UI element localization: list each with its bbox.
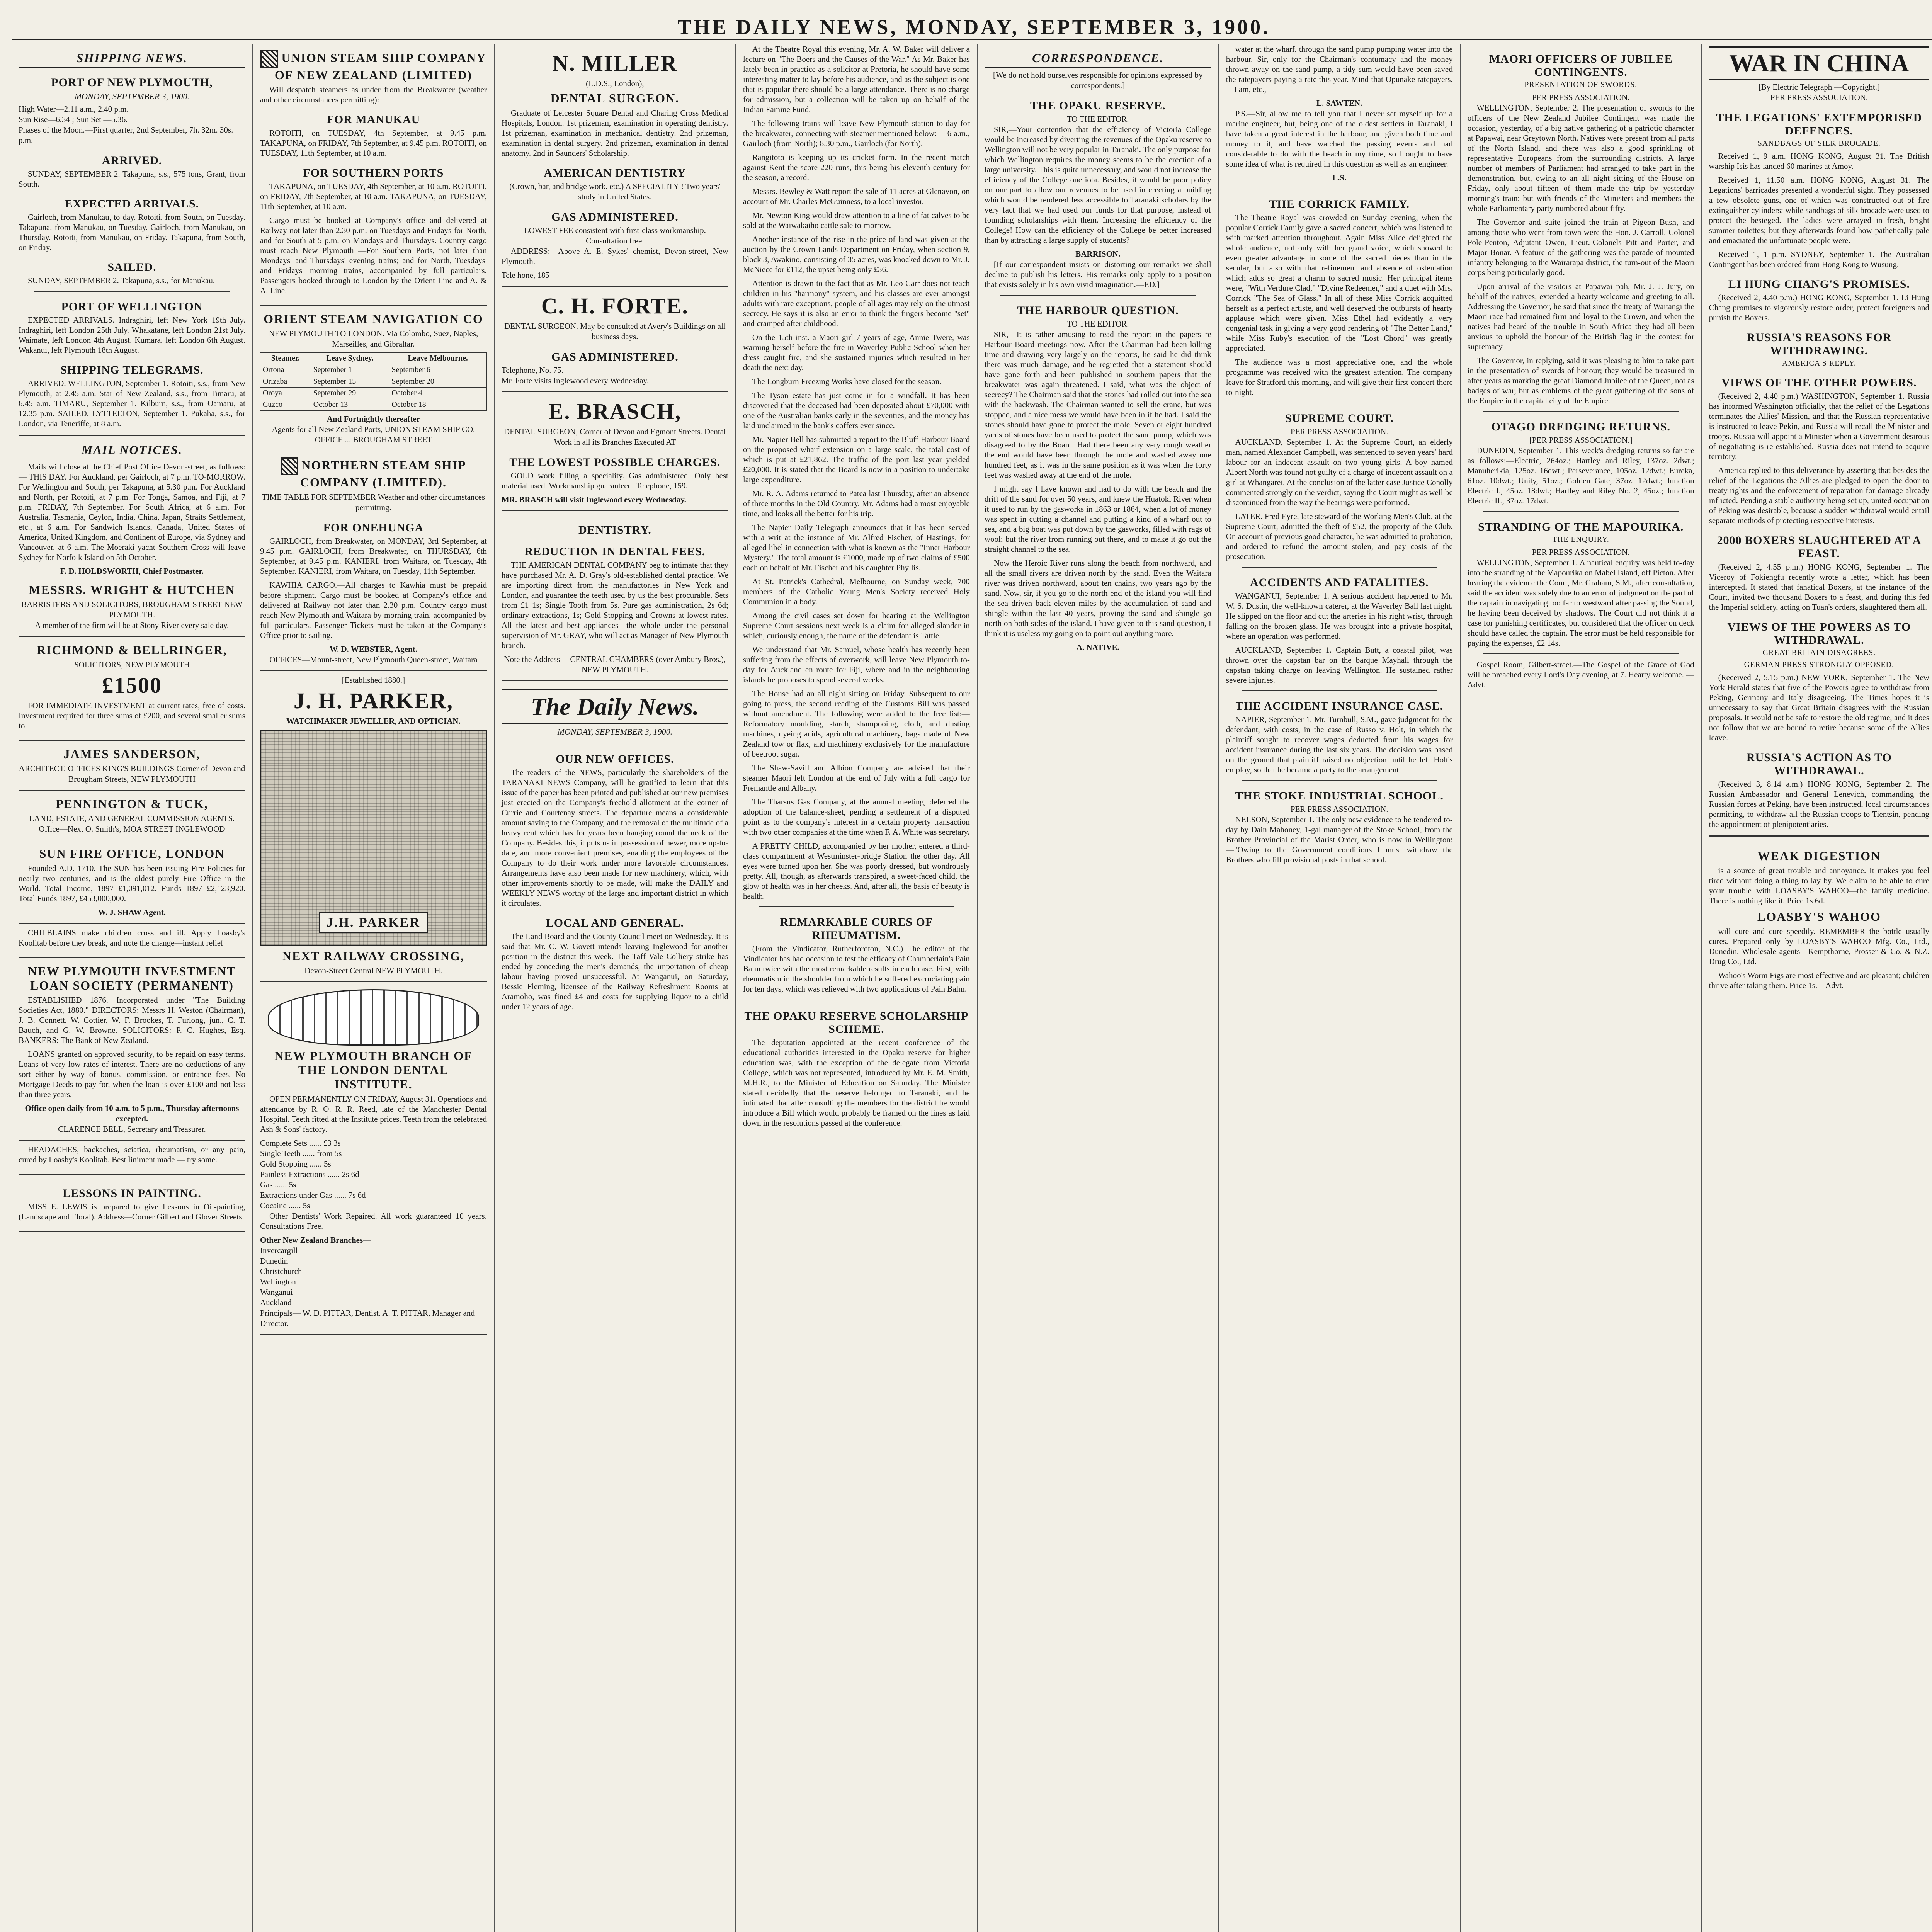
parker-established: [Established 1880.] bbox=[342, 675, 405, 685]
local-text: The Land Board and the County Council meet on Wednesday. It is said that Mr. C. W. Govett intends leaving Inglewood for another position in the district this week. The Taff Vale Colliery strike has ended by conceding the men's demands, the importation of cheap labour having proved unsuccessful. At Wanganui, on Saturday, Bessie Fleming, licensee of the Railway Refreshment Rooms at Aramoho, was fined £4 and costs for supplying liquor to a child under 12 years of age. bbox=[501, 932, 728, 1011]
ad-society-loans: LOANS granted on approved security, to be repaid on easy terms. Loans of very low rates of interest. There are no deductions of any sort either by way of bonus, commission, or entrance fees. No Mortgage Deeds to pay for, when the loan is over £100 and not less than three years. bbox=[19, 1049, 245, 1099]
news-paragraph: Messrs. Bewley & Watt report the sale of 11 acres at Glenavon, on account of Mr. Charles McGuinness, to a local investor. bbox=[743, 187, 970, 206]
divider bbox=[1483, 653, 1679, 654]
editor-note: [If our correspondent insists on distorting our remarks we shall decline to publish his letters. His remarks only apply to a position that exists solely in his own vivid imagination.—ED.] bbox=[984, 260, 1211, 289]
port-np-heading: PORT OF NEW PLYMOUTH, bbox=[51, 76, 213, 89]
nz-branch: Dunedin bbox=[260, 1256, 288, 1265]
german-text: (Received 2, 5.15 p.m.) NEW YORK, September 1. The New York Herald states that five of the Powers agree to withdraw from Peking, Germany and Italy disagreeing. The Times hopes it is unnecessary to say that Great Britain disagrees with the Russian proposals. It would not be safe to restore the old regime, and it does not follow that we are bound to retire because some of the Allies leave. bbox=[1709, 673, 1930, 742]
dental-price: Extractions under Gas ...... 7s 6d bbox=[260, 1190, 366, 1200]
harbour-heading: THE HARBOUR QUESTION. bbox=[1017, 304, 1179, 317]
ad-brasch bbox=[502, 392, 728, 511]
ad-orient-name: ORIENT STEAM NAVIGATION CO bbox=[264, 312, 483, 326]
mail-text: Mails will close at the Chief Post Office Devon-street, as follows:— THIS DAY. For Auckland, per Gairloch, at 7 p.m. TO-MORROW. For Wellington and South, per Takapuna, at 5.30 p.m. For Auckland and North, per Rotoiti, at 7 p.m. For Tonga, Samoa, and Fiji, at 7 p.m. FRIDAY, 7th September. For South Africa, at 6 a.m. For Australia, Tasmania, Ceylon, India, China, Japan, Straits Settlement, etc., at 6 a.m. For Sandwich Islands, Canada, United States of America, United Kingdom, and Continent of Europe, via Sydney and Vancouver, at 6 a.m. The Moeraki yacht Southern Cross will leave Sydney for Norfolk Island on 5th October. bbox=[19, 462, 245, 562]
divider bbox=[759, 906, 954, 907]
ad-sanderson-name: JAMES SANDERSON, bbox=[63, 747, 201, 761]
ad-society-text: ESTABLISHED 1876. Incorporated under "The Building Societies Act, 1880." DIRECTORS: Messrs H. Weston (Chairman), J. B. Connett, W. Cottier, W. F. Brookes, T. Furlong, jun., C. T. Bauch, and G. W. Browne. SOLICITORS: P. C. Hughes, Esq. BANKERS: The Bank of New Zealand. bbox=[19, 995, 245, 1045]
lihung-heading: LI HUNG CHANG'S PROMISES. bbox=[1728, 278, 1910, 291]
timetable-row: Oroya September 29 October 4 bbox=[260, 388, 486, 399]
otago-heading: OTAGO DREDGING RETURNS. bbox=[1491, 420, 1670, 433]
ad-forte-text: DENTAL SURGEON. May be consulted at Avery's Buildings on all business days. bbox=[504, 321, 726, 341]
shopfront-sign: J.H. PARKER bbox=[319, 912, 428, 933]
ad-pennington bbox=[19, 791, 245, 840]
ad-society-secretary: CLARENCE BELL, Secretary and Treasurer. bbox=[58, 1124, 206, 1134]
withdrawal-heading: VIEWS OF THE POWERS AS TO WITHDRAWAL. bbox=[1727, 621, 1911, 646]
column-3 bbox=[495, 44, 736, 1932]
war-text: Received 1, 9 a.m. HONG KONG, August 31. The British warship Isis has landed 60 marines at Amoy. bbox=[1709, 151, 1930, 171]
divider bbox=[1242, 780, 1437, 781]
divider bbox=[1000, 295, 1196, 296]
news-paragraph: At St. Patrick's Cathedral, Melbourne, on Sunday week, 700 members of the Catholic Young Men's Society received Holy Communion in a body. bbox=[743, 577, 970, 606]
silk-subheading: SANDBAGS OF SILK BROCADE. bbox=[1757, 139, 1881, 148]
press-association: PER PRESS ASSOCIATION. bbox=[1770, 93, 1868, 102]
opaku-reserve-heading: THE OPAKU RESERVE. bbox=[1030, 99, 1166, 112]
forte-visit: Mr. Forte visits Inglewood every Wednesday. bbox=[501, 376, 649, 385]
tide-line: Phases of the Moon.—First quarter, 2nd September, 7h. 32m. 30s. p.m. bbox=[19, 125, 233, 145]
dental-price: Gas ...... 5s bbox=[260, 1180, 296, 1189]
remarkable-text: (From the Vindicator, Rutherfordton, N.C.) The editor of the Vindicator has had occasion to test the efficacy of Chamberlain's Pain Balm twice with the most remarkable results in each case. First, with rheumatism in the shoulder from which he suffered excruciating pain for ten days, which was relieved with two applications of Pain Balm. bbox=[743, 944, 970, 993]
column-5 bbox=[978, 44, 1219, 1932]
expected-heading: EXPECTED ARRIVALS. bbox=[65, 197, 199, 210]
ad-sun-fire-name: SUN FIRE OFFICE, LONDON bbox=[39, 847, 225, 861]
orient-timetable bbox=[260, 352, 487, 411]
ad-loan-text: FOR IMMEDIATE INVESTMENT at current rates, free of costs. Investment required for three sums of £200, and several smaller sums to bbox=[19, 701, 245, 730]
news-paragraph: We understand that Mr. Samuel, whose health has recently been suffering from the effects of overwork, will leave New Plymouth to-day for Auckland en route for Fiji, where and in the neighbouring islands he proposes to spend several weeks. bbox=[743, 645, 970, 684]
ad-richmond-name: RICHMOND & BELLRINGER, bbox=[37, 643, 227, 657]
news-paragraph: The Tharsus Gas Company, at the annual meeting, deferred the adoption of the balance-sheet, pending a settlement of a disputed point as to the company's interest in a certain property transaction with two other companies at the time when F. A. White was secretary. bbox=[743, 797, 970, 837]
news-paragraph: The House had an all night sitting on Friday. Subsequent to our going to press, the second reading of the Customs Bill was passed without amendment. The following were added to the free list:—Reformatory moulding, starch, shampooing, cloth, and dusting machines, dyeing acids, agricultural machinery, bags made of New Zealand tow or flax, and machinery exclusively for the manufacture of beetroot sugar. bbox=[743, 689, 970, 759]
paper-date: MONDAY, SEPTEMBER 3, 1900. bbox=[557, 727, 673, 736]
gas-heading: GAS ADMINISTERED. bbox=[551, 211, 679, 223]
ad-painting-heading: LESSONS IN PAINTING. bbox=[63, 1187, 201, 1200]
timetable-row: Orizaba September 15 September 20 bbox=[260, 376, 486, 388]
timetable-row: Cuzco October 13 October 18 bbox=[260, 399, 486, 411]
ad-forte bbox=[502, 287, 728, 392]
ad-union-steam bbox=[260, 44, 487, 306]
port-np-date: MONDAY, SEPTEMBER 3, 1900. bbox=[74, 92, 190, 101]
timetable-header-row bbox=[260, 353, 486, 364]
correspondence-heading: CORRESPONDENCE. bbox=[985, 51, 1211, 68]
dental-price: Cocaine ...... 5s bbox=[260, 1201, 310, 1210]
news-paragraph: Rangitoto is keeping up its cricket form. In the recent match against Kent the score 220 runs, this being his eleventh century for the season, a record. bbox=[743, 153, 970, 182]
to-editor: TO THE EDITOR. bbox=[1067, 319, 1129, 328]
ad-wahoo bbox=[1709, 843, 1929, 1000]
ad-miller bbox=[502, 44, 728, 287]
russia-action-text: (Received 3, 8.14 a.m.) HONG KONG, September 2. The Russian Ambassador and General Lenevich, commanding the Russian forces at Peking, have been instructed, local circumstances permitting, to withdraw all the Russian troops to Tientsin, pending the appointment of plenipotentiaries. bbox=[1709, 779, 1930, 829]
northern-offices: OFFICES—Mount-street, New Plymouth Queen-street, Waitara bbox=[269, 655, 478, 664]
corrick-heading: THE CORRICK FAMILY. bbox=[1269, 198, 1410, 211]
press-association: PER PRESS ASSOCIATION. bbox=[1532, 548, 1630, 557]
stoke-text: NELSON, September 1. The only new evidence to be tendered to-day by Dain Mahoney, 1-gal manager of the Stoke School, from the Brother Provincial of the Marist Order, who is now in Wellington:—"Owing to the Government conditions I must withdraw the Brothers who fill provisional posts in that school. bbox=[1226, 815, 1453, 864]
letter-signature: L. SAWTEN. bbox=[1316, 99, 1362, 108]
maori-text: The Governor and suite joined the train at Pigeon Bush, and among those who went from town were the Hon. J. Carroll, Colonel Pole-Penton, Adjutant Owen, Lieut.-Colonels Pitt and Porter, and Major Bonar. A feature of the gathering was the parade of mounted infantry belonging to the Wairarapa district, the turn-out of the Maori corps being particularly good. bbox=[1467, 218, 1694, 277]
nz-branches-heading: Other New Zealand Branches— bbox=[260, 1235, 371, 1245]
views-text: America replied to this deliverance by asserting that besides the relief of the Legations the Allies are pledged to open the door to treaty rights and the enforcement of reparation for damage already inflicted. Pending a stable authority being set up, united occupation of Peking was desirable, because a sudden withdrawal would entail separate methods of protecting respective interests. bbox=[1709, 466, 1930, 525]
ad-dental-institute-text: OPEN PERMANENTLY ON FRIDAY, August 31. Operations and attendance by R. O. R. R. Reed, late of the Manchester Dental Hospital. Teeth fitted at the Institute prices. Teeth from the celebrated Ash & Sons' factory. bbox=[260, 1094, 487, 1134]
legations-heading: THE LEGATIONS' EXTEMPORISED DEFENCES. bbox=[1716, 111, 1922, 137]
ad-painting-text: MISS E. LEWIS is prepared to give Lessons in Oil-painting, (Landscape and Floral). Address—Corner Gilbert and Glover Streets. bbox=[19, 1202, 245, 1221]
maori-heading: MAORI OFFICERS OF JUBILEE CONTINGENTS. bbox=[1489, 53, 1673, 78]
onehunga-text: GAIRLOCH, from Breakwater, on MONDAY, 3rd September, at 9.45 p.m. GAIRLOCH, from Breakwater, on THURSDAY, 6th September, at 9.45 p.m. KANIERI, from Waitara, on Tuesday, 4th September. KANIERI, from Waitara, on Tuesday, 11th September. bbox=[260, 536, 487, 576]
boxers-heading: 2000 BOXERS SLAUGHTERED AT A FEAST. bbox=[1717, 534, 1922, 560]
ad-orient-text: NEW PLYMOUTH TO LONDON. Via Colombo, Suez, Naples, Marseilles, and Gibraltar. bbox=[269, 329, 478, 349]
news-paragraph: Another instance of the rise in the price of land was given at the auction by the Crown Lands Department on Friday, when section 9, block 3, Awakino, consisting of 35 acres, was knocked down to Mr. J. McNiece for £112, the upset being only £36. bbox=[743, 235, 970, 274]
ad-american-dental bbox=[502, 511, 728, 681]
war-copyright: [By Electric Telegraph.—Copyright.] bbox=[1758, 82, 1880, 92]
accidents-text: AUCKLAND, September 1. Captain Butt, a coastal pilot, was thrown over the capstan bar on the barque Mayhall through the capstan taking charge on leaving Wellington. He sustained rather severe injuries. bbox=[1226, 645, 1453, 685]
ad-parker bbox=[260, 671, 487, 982]
press-association: PER PRESS ASSOCIATION. bbox=[1290, 804, 1388, 814]
ad-chilblains bbox=[19, 924, 245, 958]
divider bbox=[1242, 690, 1437, 691]
ad-richmond-text: SOLICITORS, NEW PLYMOUTH bbox=[74, 660, 190, 669]
dental-footer: Other Dentists' Work Repaired. All work guaranteed 10 years. Consultations Free. bbox=[260, 1211, 487, 1231]
divider bbox=[1483, 511, 1679, 512]
shipping-title: SHIPPING NEWS. bbox=[19, 51, 245, 68]
manukau-text: ROTOITI, on TUESDAY, 4th September, at 9.45 p.m. TAKAPUNA, on FRIDAY, 7th September, at 9.45 p.m. ROTOITI, on TUESDAY, 11th September, at 10 a.m. bbox=[260, 128, 487, 158]
ad-union-steam-name: UNION STEAM SHIP COMPANY OF NEW ZEALAND (LIMITED) bbox=[260, 50, 487, 82]
brasch-visit: MR. BRASCH will visit Inglewood every Wednesday. bbox=[501, 495, 686, 504]
news-paragraph: The Shaw-Savill and Albion Company are advised that their steamer Maori left London at the end of July with a full cargo for Fremantle and Albany. bbox=[743, 763, 970, 793]
local-heading: LOCAL AND GENERAL. bbox=[546, 917, 684, 929]
dental-price: Single Teeth ...... from 5s bbox=[260, 1149, 342, 1158]
agents-text: Agents for all New Zealand Ports, UNION STEAM SHIP CO. OFFICE ... BROUGHAM STREET bbox=[272, 425, 475, 444]
timetable-header: Steamer. bbox=[260, 353, 311, 364]
dental-price: Complete Sets ...... £3 3s bbox=[260, 1138, 341, 1148]
letter-signature: BARRISON. bbox=[1075, 249, 1121, 259]
maori-text: WELLINGTON, September 2. The presentation of swords to the officers of the New Zealand Jubilee Contingent was made the occasion, yesterday, of a big native gathering of a patriotic character at Papawai, near Greytown North. Natives were present from all parts of the North Island, and there was also a good sprinkling of representative Europeans from the surrounding districts. A large number of members of Parliament had arranged to take part in the demonstration, but, owing to an all night sitting of the House on Friday, only about fifteen of them made the trip by yesterday morning's train; but with friends of the Ministers and members the whole Parliamentary party numbered about fifty. bbox=[1467, 103, 1694, 213]
ad-wright-text: BARRISTERS AND SOLICITORS, BROUGHAM-STREET NEW PLYMOUTH. bbox=[21, 600, 243, 619]
ad-dental-institute-name: NEW PLYMOUTH BRANCH OF THE LONDON DENTAL INSTITUTE. bbox=[274, 1049, 473, 1091]
news-paragraph: Mr. Newton King would draw attention to a line of fat calves to be sold at the Waiwakaiho cattle sale to-morrow. bbox=[743, 211, 970, 230]
dental-price: Painless Extractions ...... 2s 6d bbox=[260, 1170, 359, 1179]
ad-miller-sub: (L.D.S., London), bbox=[586, 79, 644, 88]
press-association: PER PRESS ASSOCIATION. bbox=[1532, 93, 1630, 102]
harbour-letter: Now the Heroic River runs along the beach from northward, and all the small rivers are driven north by the sand. Even the Waitara river was driven northward, about ten chains, two years ago by the sand. Now, sir, if you go to the north end of the island you will find the sea driven back eleven miles by the accumulation of sand and shingle within the last 40 years, proving the sand and shingle go north on both sides of the island. I have given to this sand question, I think it is useless my going on to point out anything more. bbox=[984, 558, 1211, 638]
reduction-address: Note the Address— CENTRAL CHAMBERS (over Ambury Bros.), NEW PLYMOUTH. bbox=[504, 655, 726, 674]
boxers-text: (Received 2, 4.55 p.m.) HONG KONG, September 1. The Viceroy of Fokiengfu recently wrote a letter, which has been intercepted. It stated that fanatical Boxers, at the instance of the Court, invited two thousand Boxers to a feast, and during this fed the Imperial soldiery, acting on Tuan's orders, slaughtered them all. bbox=[1709, 562, 1930, 612]
tide-line: High Water—2.11 a.m., 2.40 p.m. bbox=[19, 104, 129, 114]
opaku-reserve-letter: SIR,—Your contention that the efficiency of Victoria College would be increased by diverting the revenues of the Opaku reserve to Wellington will not be very popular in Taranaki. The only purpose for which Wellington requires the money seems to be the erection of a large university. This is quite unnecessary, and would not increase the efficiency of the College one iota. Besides, it would be poor policy on our part to allow our revenues to be used in erecting a building which would be rendered less accessible to Taranaki scholars by the very fact that we had used our funds for that purpose, instead of founding scholarships with them. Increasing the efficiency of the College! How can the efficiency of the College be better increased than by attracting a large supply of students? bbox=[984, 125, 1211, 245]
manukau-heading: FOR MANUKAU bbox=[327, 113, 420, 126]
divider bbox=[502, 743, 728, 744]
timetable-row: Ortona September 1 September 6 bbox=[260, 364, 486, 376]
arrived-text: SUNDAY, SEPTEMBER 2. Takapuna, s.s., 575 tons, Grant, from South. bbox=[19, 169, 245, 189]
telegrams-heading: SHIPPING TELEGRAMS. bbox=[60, 364, 204, 376]
ad-wright-name: MESSRS. WRIGHT & HUTCHEN bbox=[29, 583, 235, 597]
sailed-text: SUNDAY, SEPTEMBER 2. Takapuna, s.s., for Manukau. bbox=[28, 276, 215, 285]
wahoo-text: will cure and cure speedily. REMEMBER the bottle usually cures. Prepared only by LOASBY'S WAHOO Mfg. Co., Ltd., Dunedin. Wholesale agents—Kempthorne, Prosser & Co. & N.Z. Drug Co., Ltd. bbox=[1709, 927, 1930, 966]
news-paragraph: Attention is drawn to the fact that as Mr. Leo Carr does not teach children in his "harmony" system, and his classes are ever amongst adults with rare exceptions, people of all ages may rely on the utmost secrecy. He says it is also an error to think the fingers become "set" and cramped after childhood. bbox=[743, 279, 970, 328]
letter-signature: L.S. bbox=[1332, 173, 1347, 182]
ad-wright bbox=[19, 577, 245, 637]
mail-signature: F. D. HOLDSWORTH, Chief Postmaster. bbox=[60, 566, 204, 576]
column-8 bbox=[1702, 44, 1932, 1932]
ad-sanderson-text: ARCHITECT. OFFICES KING'S BUILDINGS Corner of Devon and Brougham Streets, NEW PLYMOUTH bbox=[19, 764, 245, 784]
ad-sun-fire-text: Founded A.D. 1710. The SUN has been issuing Fire Policies for nearly two centuries, and is the oldest purely Fire Office in the World. Total Income, 1897 £1,091,012. Funds 1897 £2,123,920. Total Funds 1897, £453,000,000. bbox=[19, 864, 245, 903]
mail-heading: MAIL NOTICES. bbox=[19, 443, 245, 459]
russia-action-heading: RUSSIA'S ACTION AS TO WITHDRAWAL. bbox=[1746, 751, 1892, 777]
offices-text: The readers of the NEWS, particularly the shareholders of the TARANAKI NEWS Company, will be gratified to learn that this issue of the paper has been printed and published at our new premises just erected on the Company's freehold allotment at the corner of Currie and Courtenay streets. The departure means a considerable amount saving to the Company, and the removal of the multitude of a heavy rent which has for years been hanging round the neck of the Company. Besides this, it puts us in possession of newer, more up-to-date, and more convenient premises, enabling the employees of the Company to do their work under more favorable circumstances. Arrangements have also been made for new machinery, which, with other improvements shortly to be made, will make the DAILY and WEEKLY NEWS worthy of the large and important district in which it circulates. bbox=[501, 768, 728, 908]
kawhia-text: KAWHIA CARGO.—All charges to Kawhia must be prepaid before shipment. Cargo must be booked at Company's office and delivered at Railway not later than 2.30 p.m. Country cargo must reach New Plymouth and Waitara by morning train, accompanied by full particulars. Passenger Tickets must be taken at the Company's Office prior to sailing. bbox=[260, 580, 487, 640]
weak-digestion-heading: WEAK DIGESTION bbox=[1757, 849, 1881, 863]
accident-insurance-text: NAPIER, September 1. Mr. Turnbull, S.M., gave judgment for the defendant, with costs, in the case of Russo v. Holt, in which the plaintiff sought to recover wages deducted from his wages for accident insurance during the last six years. The decision was based on the ground that plaintiff raised no objection until he left Holt's employ, so that he became a party to the arrangement. bbox=[1226, 715, 1453, 774]
accident-insurance-heading: THE ACCIDENT INSURANCE CASE. bbox=[1235, 700, 1444, 713]
letter-postscript: P.S.—Sir, allow me to tell you that I never set myself up for a marine engineer, but, being one of the oldest settlers in Taranaki, I have taken a great interest in the harbour, and given both time and money to it, and have watched the passing events and had considerable to do with the beach in my time, so I ought to have some idea of what is required in this question as well as an engineer. bbox=[1226, 109, 1453, 168]
gospel-notice: Gospel Room, Gilbert-street.—The Gospel of the Grace of God will be preached every Lord's Day evening, at 7. Hearty welcome. —Advt. bbox=[1467, 660, 1694, 689]
timetable-header: Leave Melbourne. bbox=[389, 353, 487, 364]
ad-society-office: Office open daily from 10 a.m. to 5 p.m., Thursday afternoons excepted. bbox=[25, 1104, 239, 1123]
war-in-china-heading: WAR IN CHINA bbox=[1709, 46, 1929, 80]
otago-text: DUNEDIN, September 1. This week's dredging returns so far are as follows:—Electric, 264oz.; Hartley and Riley, 137oz. 2dwt.; Manuherikia, 125oz. 16dwt.; Perseverance, 105oz. 12dwt.; Eureka, 61oz. 10dwt.; Unity, 51oz.; Golden Gate, 37oz. 12dwt.; Junction Electric I., 45oz. 18dwt.; Hartley and Riley No. 2, 45oz.; Junction Electric II., 37oz. 17dwt. bbox=[1467, 446, 1694, 505]
timetable-header: Leave Sydney. bbox=[311, 353, 389, 364]
mapourika-subheading: THE ENQUIRY. bbox=[1552, 535, 1609, 544]
column-6 bbox=[1219, 44, 1461, 1932]
maori-text: Upon arrival of the visitors at Papawai pah, Mr. J. J. Jury, on behalf of the natives, extended a hearty welcome and greeting to all. Addressing the Governor, he said that since the treaty of Waitangi the Maori race had remained firm and loyal to the Crown, and when the natives had heard of the trouble in South Africa they had all been anxious to uphold the honour of the British flag in the contest for supremacy. bbox=[1467, 282, 1694, 351]
northern-agent: W. D. WEBSTER, Agent. bbox=[329, 645, 417, 654]
press-association: PER PRESS ASSOCIATION. bbox=[1290, 427, 1388, 436]
teeth-illustration bbox=[268, 989, 479, 1046]
nz-branch: Invercargill bbox=[260, 1246, 298, 1255]
masthead-title: THE DAILY NEWS, MONDAY, SEPTEMBER 3, 1900. bbox=[677, 15, 1270, 39]
ad-loan-society bbox=[19, 958, 245, 1141]
nz-branch: Wellington bbox=[260, 1277, 296, 1286]
news-paragraph: Among the civil cases set down for hearing at the Wellington Supreme Court sessions next week is a claim for alleged slander in which, curiously enough, the name of the defendant is Tattle. bbox=[743, 611, 970, 640]
telegrams-text: ARRIVED. WELLINGTON, September 1. Rotoiti, s.s., from New Plymouth, at 2.45 a.m. Star of New Zealand, s.s., from Timaru, at 6.45 a.m. TIMARU, September 1. Kilburn, s.s., from Oamaru, at 12.35 p.m. SAILED. LYTTELTON, September 1. Pukaha, s.s., for London, via Teneriffe, at 8 a.m. bbox=[19, 379, 245, 428]
divider bbox=[743, 1000, 970, 1001]
dental-price: Gold Stopping ...... 5s bbox=[260, 1159, 331, 1168]
letter-continued: water at the wharf, through the sand pump pumping water into the harbour. Sir, only for the Chairman's contumacy and the money thrown away on the sand pump, a tidy sum would have been saved the ratepayers paying a rate this year. Mind that Opunake ratepayers.—I am, etc., bbox=[1226, 44, 1453, 94]
divider bbox=[19, 435, 245, 436]
column-2 bbox=[253, 44, 495, 1932]
ad-society-name: NEW PLYMOUTH INVESTMENT LOAN SOCIETY (PERMANENT) bbox=[28, 964, 236, 992]
news-paragraph: Mr. R. A. Adams returned to Patea last Thursday, after an absence of three months in the Old Country. Mr. Adams had a most enjoyable time, and looks all the better for his trip. bbox=[743, 489, 970, 518]
corrick-text: The audience was a most appreciative one, and the whole programme was received with the greatest attention. The company leave for Stratford this morning, and will give their first concert there to-night. bbox=[1226, 357, 1453, 397]
news-paragraph: A PRETTY CHILD, accompanied by her mother, entered a third-class compartment at Westminster-bridge Station the other day. All eyes were turned upon her. She was poorly dressed, but wondrously pretty. All, though, as afterwards transpired, a sweet-faced child, the glow of health was in her cheeks. And, after all, the basis of beauty is health. bbox=[743, 841, 970, 901]
supreme-later: LATER. Fred Eyre, late steward of the Working Men's Club, at the Supreme Court, admitted the theft of £52, the property of the Club. On account of previous good character, he was admitted to probation, and ordered to refund the amount stolen, and pay costs of the prosecution. bbox=[1226, 512, 1453, 561]
lowest-fee: LOWEST FEE consistent with first-class workmanship. bbox=[524, 226, 706, 235]
views-text: (Received 2, 4.40 p.m.) WASHINGTON, September 1. Russia has informed Washington officially, that the relief of the Legations terminates the Allies' Mission, and that the Russian representative is instructed to leave Pekin, and Russia will recall the Minister and troops. Russia will appoint a Minister when a Government desirous of negotiating is re-established. Russia does not intend to acquire territory. bbox=[1709, 391, 1930, 461]
reduction-heading: REDUCTION IN DENTAL FEES. bbox=[524, 545, 706, 558]
news-paragraph: The following trains will leave New Plymouth station to-day for the breakwater, connecting with steamer mentioned below:— 6 a.m., Gairloch (from North); 8.30 p.m., Gairloch (for North). bbox=[743, 119, 970, 148]
news-paragraph: Mr. Napier Bell has submitted a report to the Bluff Harbour Board on the proposed wharf extension on a large scale, the total cost of which is put at £21,862. The traffic of the port last year yielded £20,000. It is stated that the Board is now in a position to undertake large expenditure. bbox=[743, 435, 970, 484]
ad-union-steam-text: Will despatch steamers as under from the Breakwater (weather and other circumstances permitting): bbox=[260, 85, 487, 104]
column-4 bbox=[736, 44, 978, 1932]
sailed-heading: SAILED. bbox=[107, 261, 156, 274]
divider bbox=[1242, 567, 1437, 568]
ad-pennington-name: PENNINGTON & TUCK, bbox=[56, 797, 208, 811]
ad-parker-address: Devon-Street Central NEW PLYMOUTH. bbox=[304, 966, 442, 975]
ad-forte-name: C. H. FORTE. bbox=[541, 293, 689, 318]
nz-branch: Christchurch bbox=[260, 1267, 302, 1276]
offices-heading: OUR NEW OFFICES. bbox=[556, 753, 674, 765]
accidents-text: WANGANUI, September 1. A serious accident happened to Mr. W. S. Dustin, the well-known caterer, at the Waverley Ball last night. He slipped on the floor and cut the arteries in his right wrist, through falling on the broken glass. He was brought into a private hospital, where an operation was performed. bbox=[1226, 591, 1453, 641]
masthead bbox=[12, 15, 1932, 40]
ad-loan-amount: £1500 bbox=[102, 673, 162, 698]
ad-headaches-text: HEADACHES, backaches, sciatica, rheumatism, or any pain, cured by Loasby's Koolitab. Best liniment made — try some. bbox=[19, 1145, 245, 1164]
news-paragraph: The Napier Daily Telegraph announces that it has been served with a writ at the instance of Mr. Alfred Fischer, of Hastings, for alleged libel in connection with what is known as the "Inner Harbour Mystery." The total amount is £1000, made up of two claims of £500 each on behalf of Mr. Fischer and his daughter Phyllis. bbox=[743, 523, 970, 572]
ad-wright-note: A member of the firm will be at Stony River every sale day. bbox=[35, 621, 229, 630]
remarkable-heading: REMARKABLE CURES OF RHEUMATISM. bbox=[780, 916, 933, 942]
ad-miller-text: Graduate of Leicester Square Dental and Charing Cross Medical Hospitals, London. 1st prizeman, examination in operating dentistry. 1st prizeman, examination in mechanical dentistry. 2nd prizeman, examination in dental surgery. 2nd prizeman, examination in dental anatomy. 2nd in Saunders' Scholarship. bbox=[501, 108, 728, 158]
news-paragraph: On the 15th inst. a Maori girl 7 years of age, Annie Twere, was warning herself before the fire in Waverley Public School when her dress caught fire, and she sustained injuries which resulted in her death the next day. bbox=[743, 333, 970, 372]
column-1 bbox=[12, 44, 253, 1932]
maori-text: The Governor, in replying, said it was pleasing to him to take part in the presentation of swords of honour; they would be treasured in after years as marking the great Diamond Jubilee of the Queen, not as badges of war, but as emblems of the great gathering of the sons of the Empire in the capital city of the Empire. bbox=[1467, 356, 1694, 405]
arrived-heading: ARRIVED. bbox=[102, 154, 162, 167]
ad-northern-steam bbox=[260, 451, 487, 671]
stoke-heading: THE STOKE INDUSTRIAL SCHOOL. bbox=[1235, 789, 1444, 802]
ad-richmond bbox=[19, 637, 245, 741]
miller-address: ADDRESS:—Above A. E. Sykes' chemist, Devon-street, New Plymouth. bbox=[501, 247, 728, 266]
disagrees-subheading: GREAT BRITAIN DISAGREES. bbox=[1762, 648, 1876, 657]
lihung-text: (Received 2, 4.40 p.m.) HONG KONG, September 1. Li Hung Chang promises to vigorously restore order, protect foreigners and punish the Boxers. bbox=[1709, 293, 1930, 322]
letter-signature: A. NATIVE. bbox=[1076, 643, 1119, 652]
miller-telephone: Tele hone, 185 bbox=[501, 270, 549, 280]
south-text: TAKAPUNA, on TUESDAY, 4th September, at 10 a.m. ROTOITI, on FRIDAY, 7th September, at 10 a.m. TAKAPUNA, on TUESDAY, 11th September, at 10 a.m. bbox=[260, 182, 487, 211]
divider bbox=[1483, 411, 1679, 412]
mapourika-heading: STRANDING OF THE MAPOURIKA. bbox=[1478, 520, 1684, 533]
tide-line: Sun Rise—6.34 ; Sun Set —5.36. bbox=[19, 115, 128, 124]
maori-subheading: PRESENTATION OF SWORDS. bbox=[1524, 80, 1638, 89]
onehunga-heading: FOR ONEHUNGA bbox=[323, 521, 424, 534]
ad-parker-name: J. H. PARKER, bbox=[293, 688, 454, 713]
supreme-heading: SUPREME COURT. bbox=[1285, 412, 1394, 425]
dentistry-heading: DENTISTRY. bbox=[578, 524, 651, 536]
paper-title: The Daily News. bbox=[502, 689, 728, 724]
ship-flag-icon bbox=[281, 457, 298, 475]
reduction-text: THE AMERICAN DENTAL COMPANY beg to intimate that they have purchased Mr. A. D. Gray's old-established dental practice. We are importing direct from the manufactories in New York and London, and guarantee the teeth used by us the best procurable. Sets from £1 1s; Single Tooth from 5s. Pure gas administration, 2s 6d; ordinary extractions, 1s; Gold Stopping and Crowns at lowest rates. All the latest and best appliances—the whole under the personal supervision of Mr. GRAY, who will act as Manager of New Plymouth branch. bbox=[501, 560, 728, 650]
correspondence-note: [We do not hold ourselves responsible for opinions expressed by correspondents.] bbox=[993, 70, 1203, 90]
ad-sanderson bbox=[19, 741, 245, 791]
south-heading: FOR SOUTHERN PORTS bbox=[303, 167, 444, 179]
fortnightly: And Fortnightly thereafter bbox=[327, 414, 420, 423]
ad-northern-name: NORTHERN STEAM SHIP COMPANY (LIMITED). bbox=[260, 457, 487, 490]
ad-brasch-text2: GOLD work filling a speciality. Gas administered. Only best material used. Workmanship guaranteed. Telephone, 159. bbox=[501, 471, 728, 490]
mapourika-text: WELLINGTON, September 1. A nautical enquiry was held to-day into the stranding of the Mapourika on Mabel Island, off Picton. After hearing the evidence the Court, Mr. Graham, S.M., after consultation, said the accident was solely due to an error of judgment on the part of the captain in navigating too far to westward after passing the Sound, he having been deceived by shadows. The Court did not think it a case for punishing certificates, but considered that the officer on deck should have called the captain. The error must be held responsible for paying the expenses, £2 14s. bbox=[1467, 558, 1694, 648]
news-paragraph: The Tyson estate has just come in for a windfall. It has been discovered that the deceased had been deposited about £70,000 with one of the Australian banks early in the seventies, and the money has laid unclaimed in the bank's coffers ever since. bbox=[743, 391, 970, 430]
ad-headaches bbox=[19, 1141, 245, 1175]
nz-branch: Auckland bbox=[260, 1298, 292, 1307]
news-paragraph: At the Theatre Royal this evening, Mr. A. W. Baker will deliver a lecture on "The Boers and the Causes of the War." As Mr. Baker has lately been in practice as a solicitor at Pretoria, he should have some interesting matter to lay before his audience, and as the subject is one that is popular there should be a large attendance. There is no charge for admission, but a collection will be taken up on behalf of the Indian Famine Fund. bbox=[743, 44, 970, 114]
ad-painting bbox=[19, 1175, 245, 1232]
ad-sun-fire bbox=[19, 840, 245, 924]
press-association: [PER PRESS ASSOCIATION.] bbox=[1529, 435, 1633, 445]
opaku-scheme-heading: THE OPAKU RESERVE SCHOLARSHIP SCHEME. bbox=[744, 1010, 969, 1036]
to-editor: TO THE EDITOR. bbox=[1067, 114, 1129, 124]
consult-free: Consultation free. bbox=[586, 236, 644, 245]
port-wel-heading: PORT OF WELLINGTON bbox=[61, 300, 203, 313]
opaku-scheme-text: The deputation appointed at the recent conference of the educational authorities interested in the Opaku reserve for higher education was, with the exception of the delegate from Victoria College, which was not represented, introduced by Mr. E. M. Smith, M.H.R., to the Minister of Education on Saturday. The Minister stated decidedly that the reserve belonged to Taranaki, and he intimated that after consulting the members for the district he would introduce a Bill which would probably be framed on the lines as laid down in the resolutions passed at the conference. bbox=[743, 1038, 970, 1128]
harbour-letter: SIR,—It is rather amusing to read the report in the papers re Harbour Board meetings now. After the Chairman had been killing time and drawing very largely on the reports, he said he did think there was much damage, and he regretted that a statement should have gone forth and been published in southern papers that the breakwater was again threatened. I said, what was the object of secrecy? The Chairman said that the stones had rolled out into the sea with the backwash. The Chairman wanted to sell the crane, but was stopped, and a nice mess we would have been in if he had. I said the stones should have gone to protect the mole. Seven or eight hundred yards of stones have been used to protect the sand pump, which was disagreed to by the Board. Had there been any very rough weather the end would have been through the mole and washed away one hundred feet, as it was in the same position as it was when the forty feet was washed away at the end of the mole. bbox=[984, 330, 1211, 480]
ad-orient bbox=[260, 306, 487, 451]
ad-dental-institute bbox=[260, 982, 487, 1335]
columns bbox=[12, 44, 1932, 1932]
expected-text: Gairloch, from Manukau, to-day. Rotoiti, from South, on Tuesday. Takapuna, from Manukau, on Tuesday. Gairloch, from Manukau, on Thursday. Rotoiti, from Manukau, on Friday. Takapuna, from South, on Friday. bbox=[19, 213, 245, 252]
harbour-letter: I might say I have known and had to do with the beach and the drift of the sand for over 50 years, and knew the Huatoki River when it used to run by the gasworks in 1863 or 1864, when a lot of money was spent in cutting a channel and putting a kind of a wharf out to sea, and a big boat was put down by the gasworks, filled with rags of wool; but the river from running out there, and to make it go out the straight channel to the sea. bbox=[984, 484, 1211, 554]
cargo-text: Cargo must be booked at Company's office and delivered at Railway not later than 2.30 p.m. on Tuesdays and Fridays for North, and for South at 5 p.m. on Mondays and Thursdays. Country cargo must reach New Plymouth —For Southern Ports, not later than Mondays' and Thursdays' evening trains; and for North, Tuesdays' and Fridays' morning trains, accompanied by full particulars. Passengers booked through to London by the Orient Line and A. & A. Line. bbox=[260, 216, 487, 295]
port-wel-text: EXPECTED ARRIVALS. Indraghiri, left New York 19th July. Indraghiri, left London 25th July. Whakatane, left London 21st July. Waimate, left London 4th August. Kumara, left London 6th August. Wakanui, left Plymouth 18th August. bbox=[19, 315, 245, 355]
ad-brasch-text: DENTAL SURGEON, Corner of Devon and Egmont Streets. Dental Work in all its Branches Executed AT bbox=[503, 427, 726, 447]
divider bbox=[1709, 835, 1929, 837]
ad-miller-name: N. MILLER bbox=[552, 51, 678, 76]
views-heading: VIEWS OF THE OTHER POWERS. bbox=[1721, 376, 1917, 389]
column-7 bbox=[1461, 44, 1702, 1932]
war-text: Received 1, 11.50 a.m. HONG KONG, August 31. The Legations' barricades presented a wonderful sight. They possessed a few obsolete guns, one of which was constructed out of fire extinguisher cylinders; while sandbags of silk brocade were used to protect the besieged. The ladies were arrayed in fresh, bright summer toilettes; but they afterwards found how pathetically pale and emaciated the unfortunate people were. bbox=[1709, 175, 1930, 245]
accidents-heading: ACCIDENTS AND FATALITIES. bbox=[1250, 576, 1429, 589]
forte-gas: GAS ADMINISTERED. bbox=[551, 350, 679, 363]
wahoo-heading: LOASBY'S WAHOO bbox=[1757, 910, 1881, 923]
nz-branch: Wanganui bbox=[260, 1287, 293, 1297]
corrick-text: The Theatre Royal was crowded on Sunday evening, when the popular Corrick Family gave a sacred concert, which was listened to with marked attention throughout. Again Miss Alice delighted the whole audience, not only with her grand voice, which showed to even greater advantage in some of the sacred pieces than in the secular, but also with that refinement and absence of ostentation which adds so great a charm to sacred music. Her principal items were, "With Verdure Clad," "Divine Redeemer," and a duet with Mrs. Corrick "The Sea of Glass." In all of these Miss Corrick acquitted herself as a perfect artiste, and well deserved the outbursts of hearty applause which were given. Miss Ethel had evidently a very congenial task in giving a very good rendering of "The Better Land," while Miss Ruby's execution of the "Lost Chord" was greatly appreciated. bbox=[1226, 213, 1453, 353]
german-subheading: GERMAN PRESS STRONGLY OPPOSED. bbox=[1744, 660, 1895, 669]
american-text: (Crown, bar, and bridge work. etc.) A SPECIALITY ! Two years' study in United States. bbox=[509, 182, 721, 201]
ad-miller-title: DENTAL SURGEON. bbox=[550, 91, 680, 105]
america-reply-subheading: AMERICA'S REPLY. bbox=[1782, 359, 1856, 367]
ad-parker-location: NEXT RAILWAY CROSSING, bbox=[282, 949, 464, 963]
principals: Principals— W. D. PITTAR, Dentist. A. T. PITTAR, Manager and Director. bbox=[260, 1308, 475, 1328]
american-heading: AMERICAN DENTISTRY bbox=[544, 167, 686, 179]
russia-reasons-heading: RUSSIA'S REASONS FOR WITHDRAWING. bbox=[1747, 331, 1892, 357]
forte-telephone: Telephone, No. 75. bbox=[501, 366, 563, 375]
ship-flag-icon bbox=[260, 50, 278, 68]
divider bbox=[34, 291, 230, 292]
weak-digestion-text: is a source of great trouble and annoyance. It makes you feel tired without doing a thing to lay by. We claim to be able to cure your trouble with LOASBY'S WAHOO—the family medicine. There is nothing like it. Price 1s 6d. bbox=[1709, 866, 1930, 905]
supreme-text: AUCKLAND, September 1. At the Supreme Court, an elderly man, named Alexander Campbell, was sentenced to seven years' hard labour for an indecent assault on two young girls. A boy named Albert North was found not guilty of a charge of indecent assault on a girl at Whangarei. At the conclusion of the latter case Justice Conolly commented strongly on the verdict, saying the Court might as well be discontinued from the way the hearings were performed. bbox=[1226, 437, 1453, 507]
ad-brasch-name: E. BRASCH, bbox=[548, 399, 682, 424]
war-text: Received 1, 1 p.m. SYDNEY, September 1. The Australian Contingent has been ordered from Hong Kong to Wusung. bbox=[1709, 250, 1930, 269]
ad-parker-trade: WATCHMAKER JEWELLER, AND OPTICIAN. bbox=[286, 716, 461, 726]
wahoo-footer: Wahoo's Worm Figs are most effective and are pleasant; children thrive after taking them. Price 1s.—Advt. bbox=[1709, 971, 1930, 990]
ad-chilblains-text: CHILBLAINS make children cross and ill. Apply Loasby's Koolitab before they break, and note the change—instant relief bbox=[19, 928, 245, 947]
news-paragraph: The Longburn Freezing Works have closed for the season. bbox=[752, 377, 942, 386]
ad-northern-text: TIME TABLE FOR SEPTEMBER Weather and other circumstances permitting. bbox=[262, 492, 485, 512]
shopfront-engraving bbox=[260, 730, 487, 946]
brasch-lowest: THE LOWEST POSSIBLE CHARGES. bbox=[509, 456, 721, 469]
ad-pennington-text: LAND, ESTATE, AND GENERAL COMMISSION AGENTS. Office—Next O. Smith's, MOA STREET INGLEWOOD bbox=[29, 814, 235, 833]
ad-sun-fire-agent: W. J. SHAW Agent. bbox=[98, 908, 166, 917]
